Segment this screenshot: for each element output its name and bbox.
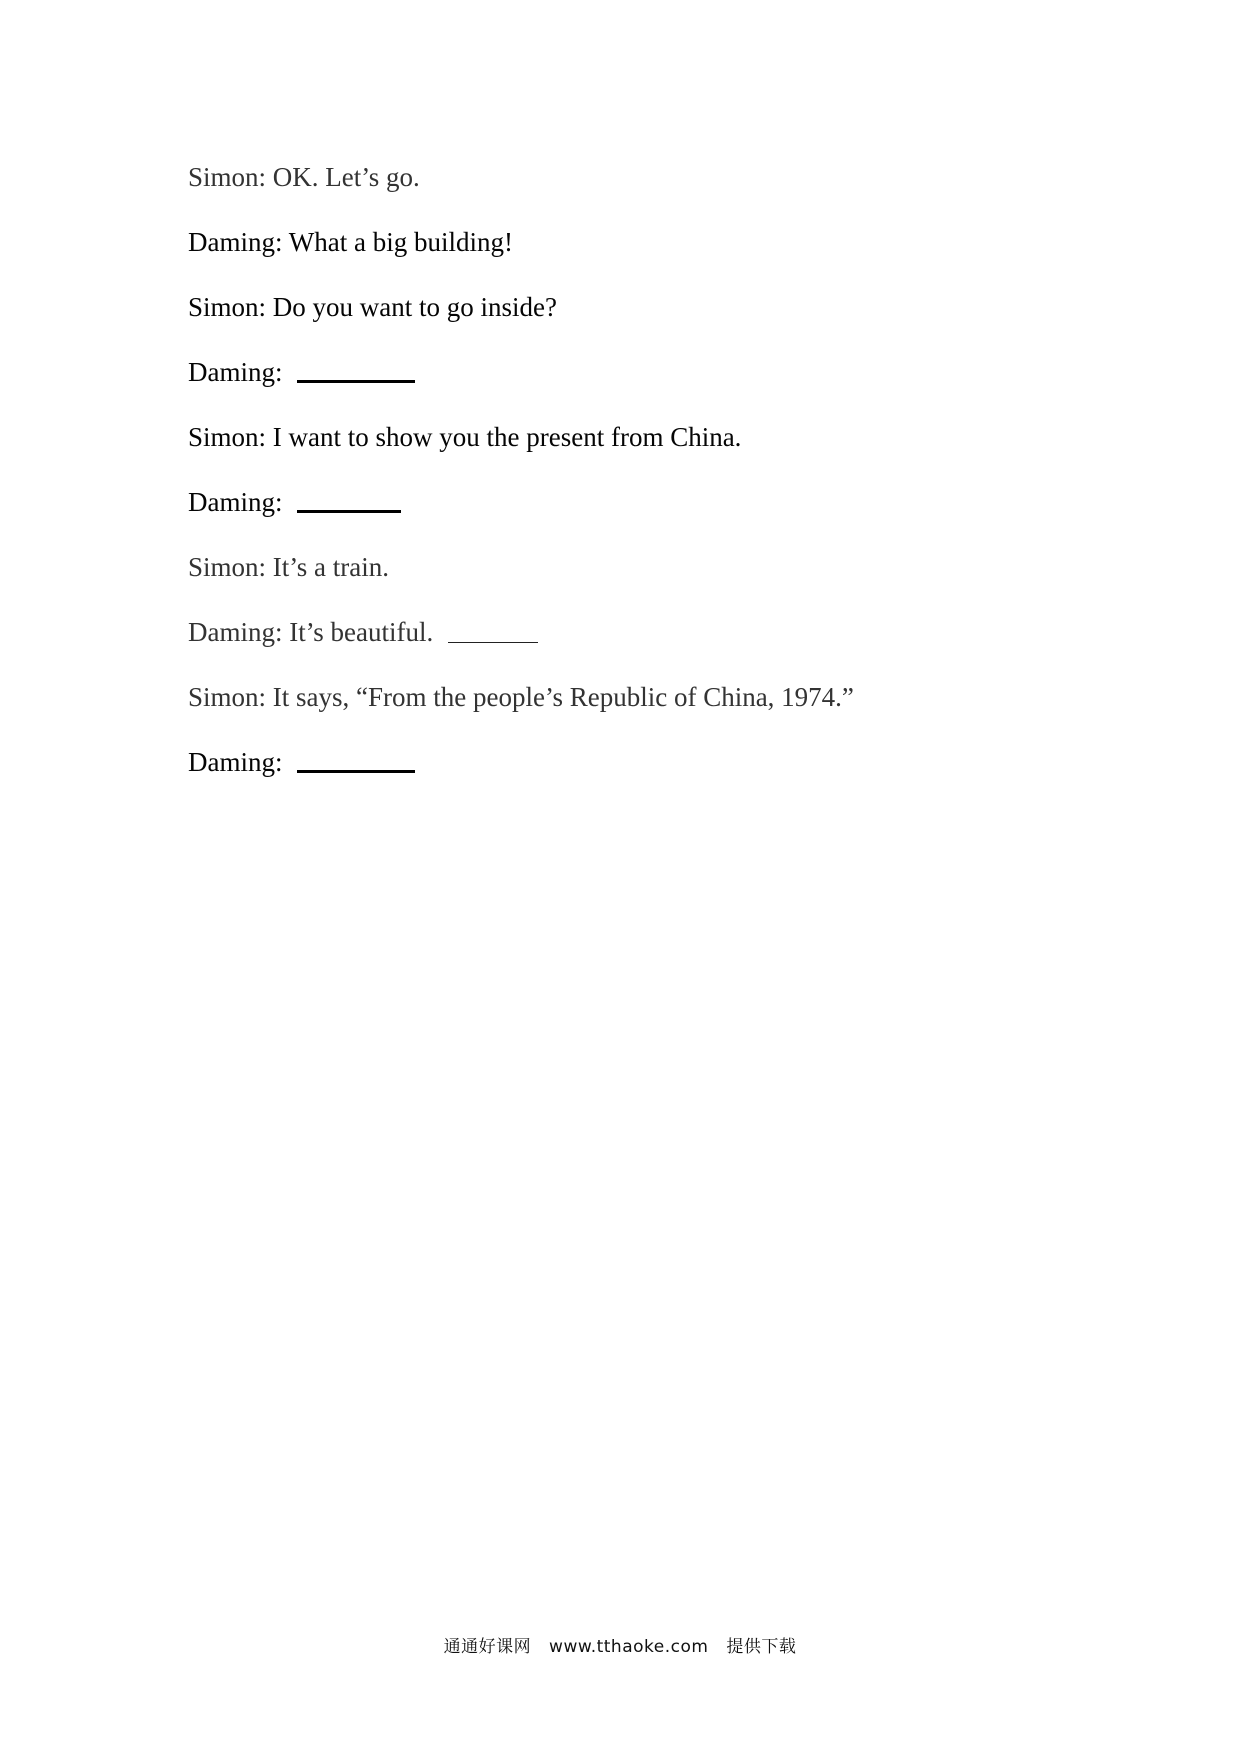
dialogue-text: Daming: [188,747,283,777]
answer-blank[interactable] [297,510,401,513]
footer-suffix: 提供下载 [726,1637,797,1657]
answer-blank[interactable] [297,770,415,773]
dialogue-line [188,745,1088,779]
answer-blank[interactable] [448,642,538,644]
dialogue-line [188,550,1088,584]
dialogue-line [188,355,1088,389]
dialogue-line [188,225,1088,259]
page-footer [0,1632,1240,1657]
dialogue-text: Simon: It’s a train. [188,552,389,582]
dialogue-text: Simon: It says, “From the people’s Republic of China, 1974.” [188,682,854,712]
dialogue-line [188,290,1088,324]
dialogue-text: Daming: [188,487,283,517]
dialogue-text: Simon: OK. Let’s go. [188,162,420,192]
dialogue-line [188,420,1088,454]
dialogue-text: Simon: I want to show you the present from China. [188,422,742,452]
dialogue [188,160,1088,810]
dialogue-text: Daming: What a big building! [188,227,513,257]
footer-site-name: 通通好课网 [443,1637,532,1657]
dialogue-text: Daming: [188,357,283,387]
dialogue-line [188,680,1088,714]
dialogue-text: Daming: It’s beautiful. [188,617,434,647]
answer-blank[interactable] [297,380,415,383]
footer-url[interactable]: www.tthaoke.com [549,1637,709,1657]
dialogue-text: Simon: Do you want to go inside? [188,292,557,322]
dialogue-line [188,160,1088,194]
dialogue-line [188,615,1088,649]
dialogue-line [188,485,1088,519]
